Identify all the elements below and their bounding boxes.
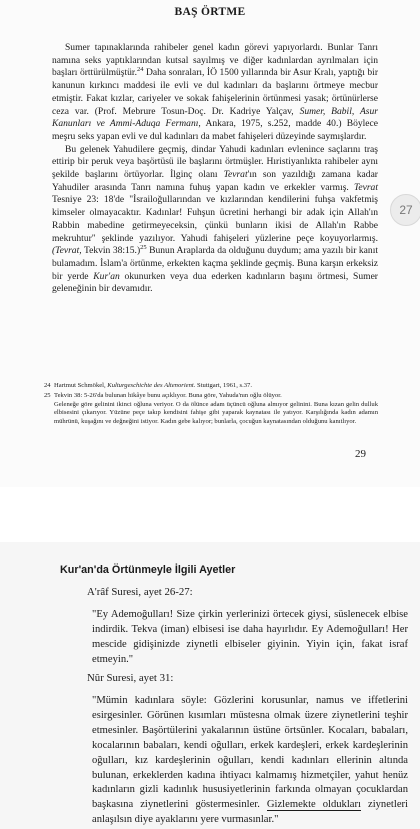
body-text xyxy=(52,42,378,296)
italic-term: Kur'an xyxy=(93,270,120,282)
footnote-book-title: Kulturgeschichte des Altenorient xyxy=(107,382,194,389)
footnote-25 xyxy=(44,392,378,426)
book-page-30 xyxy=(0,542,420,829)
paragraph-yahudi xyxy=(52,144,378,296)
book-title: Sumer, Babil, Asur Kanunları ve Ammi-Aduqa Fermanı xyxy=(52,105,378,130)
paragraph-text: , Ankara, 1975, s.252, madde 40.) Böylece meşru seks yapan evli ve dul kadınları da mabet fahişeleri düzeyinde saymışlardır. xyxy=(52,118,378,142)
italic-term: Tevrat xyxy=(353,181,378,193)
footnote-text: Tekvin 38: 5-26'da bulunan hikâye bunu açıklıyor. Buna göre, Yahuda'nın oğlu ölüyor. xyxy=(54,392,282,400)
italic-term: Tevrat xyxy=(223,169,248,181)
paragraph-text: okunurken veya dua ederken kadınların başını örtmesi, Sumer geleneğinin bir devamıdır. xyxy=(52,270,378,295)
verse-quote-araf: "Ey Ademoğulları! Size çirkin yerlerinizi örtecek giysi, süslenecek elbise indirdik. Tekva (iman) elbisesi ise daha hayırlıdır. Ey Ademoğulları! Her mescide gidişinizde ziynetli elbiseler giyinin. Yiyin için, fakat israf etmeyin." xyxy=(92,609,408,665)
footnote-ref-25[interactable]: 25 xyxy=(140,244,147,252)
italic-term: (Tevrat, xyxy=(52,245,82,257)
footnote-number: 25 xyxy=(44,392,51,400)
underlined-phrase: Gizlemekte oldukları xyxy=(266,799,361,811)
quote-text: "Mümin kadınlara söyle: Gözlerini korusunlar, namus ve iffetlerini esirgesinler. Görünen kısımları müstesna olmak üzere ziynetlerini teşhir etmesinler. Başörtülerini yakalarının üstüne örtsünler. Kocaları, babaları, kocalarının babaları, kendi oğulları, erkek kardeşleri, erkek kardeşlerinin oğulları, kız kardeşlerinin oğulları, kendi kadınları ellerinin altında bulunan, erkeklerden kadına ihtiyacı kalmamış hizmetçiler, yahut henüz kadınların gizli kadınlık hususiyetlerinin farkında olmayan çocuklardan başkasına ziynetlerini göstermesinler. xyxy=(92,695,408,811)
page-indicator-tab[interactable]: 27 xyxy=(390,194,420,226)
paragraph-text: Daha sonraları, İÖ 1500 yıllarında bir Asur Kralı, yaptığı bir kanunun kırkıncı maddesi ile evli ve dul kadınları da başlarını örtmeye mecbur etmiştir. Fakat kızlar, cariyeler ve sokak fahişelerinin örtünmesi yasak; örtünürlerse ceza var. (Prof. Mebrure Tosun-Doç. Dr. Kadriye Yalçav, xyxy=(52,67,379,117)
paragraph-text: 'ın son yazıldığı zamana kadar Yahudiler arasında Tanrı namına fuhuş yapan kadın ve erkekler varmış. xyxy=(52,169,378,193)
footnote-ref-24[interactable]: 24 xyxy=(136,66,144,74)
page-number: 29 xyxy=(355,448,366,460)
paragraph-text: Tekvin 38:15.) xyxy=(81,245,141,257)
verse-reference-araf: A'râf Suresi, ayet 26-27: xyxy=(87,586,193,598)
verse-quote-nur xyxy=(92,694,408,828)
quote-text: ziynetleri anlaşılsın diye ayaklarını yere vurmasınlar." xyxy=(92,799,408,826)
footnote-number: 24 xyxy=(44,382,51,389)
paragraph-text: Bu gelenek Yahudilere geçmiş, dindar Yahudi kadınları evlenince saçlarını traş ettirip bir peruk veya başörtüsü ile başlarını örtmüşler. Hıristiyanlıkta rahibeler aynı şekilde başlarını örtüyorlar. İlginç olanı xyxy=(52,143,378,181)
verse-reference-nur: Nûr Suresi, ayet 31: xyxy=(87,672,174,684)
footnote-text: Hartmut Schmökel, xyxy=(54,382,108,389)
paragraph-sumer xyxy=(52,42,378,144)
footnote-24 xyxy=(44,382,378,390)
paragraph-text: Tesniye 23: 18'de "İsrailoğullarından ve kızlarından kendilerini fuhşa vakfetmiş kimseler olmayacaktır. Kadınlar! Fuhşun ücretini herhangi bir adak için Allah'ın Rabbin mabedine getirmeyeceksin, çünkü bunların ikisi de Allah'ın Rabbe mekruhtur" şeklinde yazılıyor. Yahudi fahişeleri yüzlerine peçe koyuyorlarmış. xyxy=(52,194,378,244)
page-gap xyxy=(0,487,420,542)
footnote-text: Geleneğe göre gelinini ikinci oğluna veriyor. O da ölünce adam üçüncü oğluna almıyor gelinini. Buna kızan gelin dulluk elbisesini çıkarıyor. Yüzüne peçe takıp kendisini fahişe gibi yaparak kaynatası ile yatıyor. Karşılığında kadın adamın mührünü, kuşağını ve değneğini istiyor. Kadın gebe kalıyor; bunlarla, çocuğun kaynatasından olduğunu kanıtlıyor. xyxy=(54,400,378,425)
paragraph-text: Bunun Araplarda da olduğunu duydum; ama yazılı bir kanıt bulamadım. İslam'a örtünme, erkekten kaçma şeklinde geçmiş. Buna karşın erkeksiz bir yerde xyxy=(52,245,379,282)
paragraph-text: Sumer tapınaklarında rahibeler genel kadın görevi yapıyorlardı. Bunlar Tanrı namına seks yaptıklarından kutsal sayılmış ve diğer kadınlardan ayrılmaları için başları örttürülmüştür. xyxy=(52,42,378,79)
footnotes xyxy=(44,382,378,428)
footnote-text: . Stuttgart, 1961, s.37. xyxy=(193,382,252,389)
running-head: BAŞ ÖRTME xyxy=(174,6,246,18)
section-title: Kur'an'da Örtünmeyle İlgili Ayetler xyxy=(60,564,236,576)
